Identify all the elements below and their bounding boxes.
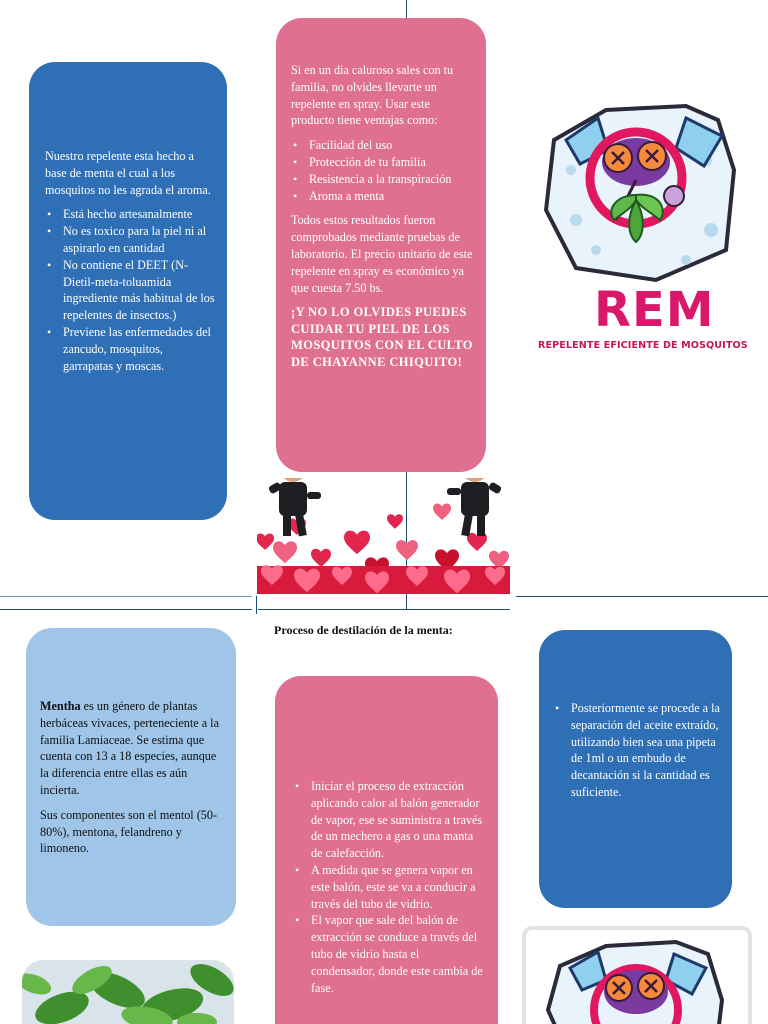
fold-line-horizontal-right	[516, 596, 768, 597]
slogan-text: ¡Y NO LO OLVIDES PUEDES CUIDAR TU PIEL DE LOS MOSQUITOS CON EL CULTO DE CHAYANNE CHIQUITO!	[291, 305, 473, 369]
separation-list	[553, 700, 721, 801]
benefits-panel	[29, 62, 227, 520]
list-item: • Protección de tu familia	[291, 154, 473, 171]
logo-title: REM	[594, 282, 715, 338]
separation-panel	[539, 630, 732, 908]
fold-line-horizontal-mid	[258, 609, 510, 610]
mentha-term: Mentha	[40, 699, 81, 713]
list-item: • No contiene el DEET (N-Dietil-meta-toluamida ingrediente más habitual de los repelentes de insectos.)	[45, 257, 215, 324]
mentha-description: es un género de plantas herbáceas vivaces, perteneciente a la familia Lamiaceae. Se estima que cuenta con 13 a 18 especies, aunque la diferencia entre ellas es aún incierta.	[40, 699, 219, 797]
mentha-panel	[26, 628, 236, 926]
fold-line-horizontal-left	[0, 609, 252, 610]
results-text: Todos estos resultados fueron comprobados mediante pruebas de laboratorio. El precio unitario de este repelente en spray es económico ya que cuesta 7.50 bs.	[291, 213, 473, 295]
list-item: • Posteriormente se procede a la separación del aceite extraído, utilizando bien sea una pipeta de 1ml o un embudo de decantación si la cantidad es suficiente.	[553, 700, 721, 801]
benefits-intro: Nuestro repelente esta hecho a base de menta el cual a los mosquitos no les agrada el aroma.	[45, 149, 211, 197]
mosquito-logo-icon-small	[526, 930, 748, 1024]
mint-photo	[22, 960, 234, 1024]
logo-subtitle: REPELENTE EFICIENTE DE MOSQUITOS	[538, 340, 748, 351]
mosquito-logo-icon	[536, 100, 746, 290]
list-item: • A medida que se genera vapor en este balón, este se va a conducir a través del tubo de vidrio.	[293, 862, 485, 912]
benefits-list	[45, 206, 215, 374]
logo-top	[536, 100, 746, 360]
list-item: • Resistencia a la transpiración	[291, 171, 473, 188]
list-item: • Aroma a menta	[291, 188, 473, 205]
fold-line-top	[406, 0, 407, 18]
process-list	[293, 778, 485, 996]
mentha-components: Sus componentes son el mentol (50-80%), mentona, felandreno y limoneno.	[40, 807, 218, 856]
fold-line-mid-short	[256, 596, 257, 614]
process-panel	[275, 676, 498, 1024]
section-title: Proceso de destilación de la menta:	[274, 623, 453, 637]
advantages-panel	[276, 18, 486, 472]
hearts-decoration	[257, 478, 510, 594]
list-item: • Iniciar el proceso de extracción aplicando calor al balón generador de vapor, ese se suministra a través de un mechero a gas o una manta de calefacción.	[293, 778, 485, 862]
advantages-intro: Si en un dia caluroso sales con tu familia, no olvides llevarte un repelente en spray. Usar este producto tiene ventajas como:	[291, 63, 454, 128]
list-item: • No es toxico para la piel ni al aspirarlo en cantidad	[45, 223, 215, 257]
list-item: • Facilidad del uso	[291, 137, 473, 154]
mint-leaves-image	[22, 960, 234, 1024]
fold-line-left-short	[0, 596, 252, 597]
list-item: • Previene las enfermedades del zancudo, mosquitos, garrapatas y moscas.	[45, 324, 215, 374]
logo-bottom	[522, 926, 752, 1024]
list-item: • Está hecho artesanalmente	[45, 206, 215, 223]
mascot-figure-left	[265, 478, 323, 540]
mascot-figure-right	[445, 478, 503, 540]
advantages-list	[291, 137, 473, 204]
list-item: • El vapor que sale del balón de extracción se conduce a través del tubo de vidrio hasta el condensador, donde este cambia de fase.	[293, 912, 485, 996]
